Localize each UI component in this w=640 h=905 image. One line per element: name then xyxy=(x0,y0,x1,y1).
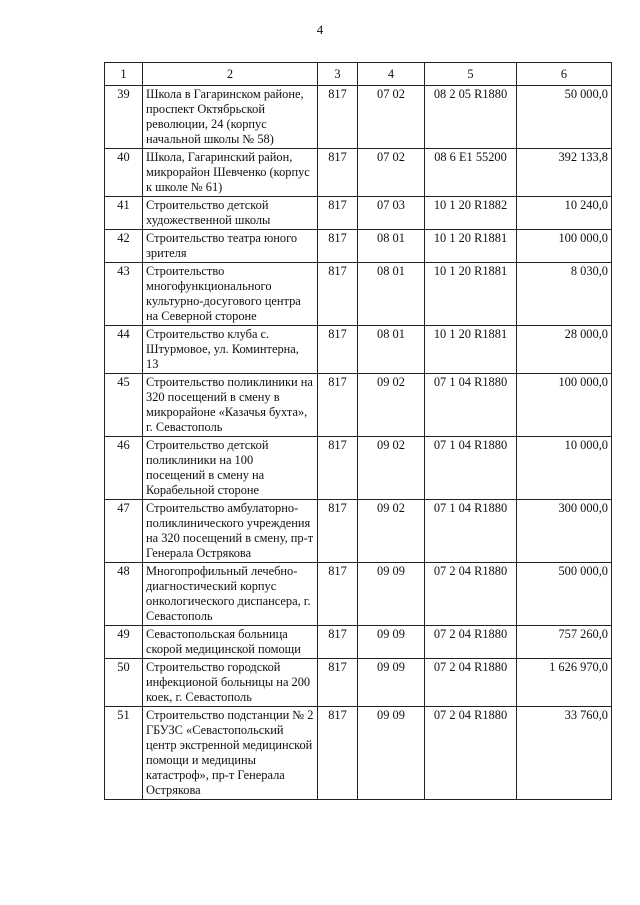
department-code: 817 xyxy=(318,500,358,563)
table-row xyxy=(105,374,612,437)
object-name: Школа, Гагаринский район, микрорайон Шевченко (корпус к школе № 61) xyxy=(143,149,318,197)
row-number: 49 xyxy=(105,626,143,659)
amount: 10 000,0 xyxy=(517,437,612,500)
page-number: 4 xyxy=(316,22,324,37)
row-number: 42 xyxy=(105,230,143,263)
row-number: 40 xyxy=(105,149,143,197)
column-header: 1 xyxy=(105,63,143,86)
table-row xyxy=(105,563,612,626)
target-article-code: 08 6 E1 55200 xyxy=(425,149,517,197)
object-name: Строительство детской поликлиники на 100 посещений в смену на Корабельной стороне xyxy=(143,437,318,500)
department-code: 817 xyxy=(318,86,358,149)
object-name: Строительство многофункционального культурно-досугового центра на Северной стороне xyxy=(143,263,318,326)
target-article-code: 07 2 04 R1880 xyxy=(425,563,517,626)
target-article-code: 08 2 05 R1880 xyxy=(425,86,517,149)
row-number: 47 xyxy=(105,500,143,563)
amount: 300 000,0 xyxy=(517,500,612,563)
row-number: 45 xyxy=(105,374,143,437)
column-header: 6 xyxy=(517,63,612,86)
amount: 10 240,0 xyxy=(517,197,612,230)
department-code: 817 xyxy=(318,374,358,437)
table-row xyxy=(105,149,612,197)
column-header: 5 xyxy=(425,63,517,86)
row-number: 46 xyxy=(105,437,143,500)
section-code: 09 02 xyxy=(358,437,425,500)
amount: 757 260,0 xyxy=(517,626,612,659)
table-row xyxy=(105,197,612,230)
section-code: 08 01 xyxy=(358,263,425,326)
target-article-code: 07 1 04 R1880 xyxy=(425,374,517,437)
column-header: 4 xyxy=(358,63,425,86)
object-name: Строительство подстанции № 2 ГБУЗС «Севастопольский центр экстренной медицинской помощи и медицины катастроф», пр-т Генерала Острякова xyxy=(143,707,318,800)
section-code: 07 02 xyxy=(358,86,425,149)
section-code: 09 02 xyxy=(358,500,425,563)
row-number: 39 xyxy=(105,86,143,149)
section-code: 09 09 xyxy=(358,626,425,659)
column-header: 2 xyxy=(143,63,318,86)
section-code: 08 01 xyxy=(358,326,425,374)
object-name: Строительство городской инфекционой больницы на 200 коек, г. Севастополь xyxy=(143,659,318,707)
target-article-code: 07 2 04 R1880 xyxy=(425,626,517,659)
table-row xyxy=(105,707,612,800)
table-row xyxy=(105,500,612,563)
table-row xyxy=(105,86,612,149)
table-row xyxy=(105,626,612,659)
department-code: 817 xyxy=(318,326,358,374)
section-code: 07 03 xyxy=(358,197,425,230)
row-number: 48 xyxy=(105,563,143,626)
object-name: Строительство клуба с. Штурмовое, ул. Коминтерна, 13 xyxy=(143,326,318,374)
row-number: 41 xyxy=(105,197,143,230)
department-code: 817 xyxy=(318,437,358,500)
amount: 500 000,0 xyxy=(517,563,612,626)
department-code: 817 xyxy=(318,659,358,707)
object-name: Многопрофильный лечебно-диагностический корпус онкологического диспансера, г. Севастополь xyxy=(143,563,318,626)
object-name: Строительство театра юного зрителя xyxy=(143,230,318,263)
target-article-code: 07 1 04 R1880 xyxy=(425,500,517,563)
section-code: 09 09 xyxy=(358,659,425,707)
target-article-code: 10 1 20 R1881 xyxy=(425,326,517,374)
amount: 8 030,0 xyxy=(517,263,612,326)
object-name: Севастопольская больница скорой медицинской помощи xyxy=(143,626,318,659)
department-code: 817 xyxy=(318,149,358,197)
target-article-code: 10 1 20 R1881 xyxy=(425,230,517,263)
section-code: 09 09 xyxy=(358,707,425,800)
amount: 100 000,0 xyxy=(517,230,612,263)
row-number: 43 xyxy=(105,263,143,326)
table-header-row xyxy=(105,63,612,86)
department-code: 817 xyxy=(318,263,358,326)
target-article-code: 10 1 20 R1882 xyxy=(425,197,517,230)
section-code: 08 01 xyxy=(358,230,425,263)
object-name: Строительство поликлиники на 320 посещений в смену в микрорайоне «Казачья бухта», г. Севастополь xyxy=(143,374,318,437)
table-row xyxy=(105,326,612,374)
amount: 33 760,0 xyxy=(517,707,612,800)
department-code: 817 xyxy=(318,197,358,230)
object-name: Строительство амбулаторно-поликлинического учреждения на 320 посещений в смену, пр-т Генерала Острякова xyxy=(143,500,318,563)
row-number: 50 xyxy=(105,659,143,707)
table-body xyxy=(105,86,612,800)
row-number: 51 xyxy=(105,707,143,800)
amount: 392 133,8 xyxy=(517,149,612,197)
object-name: Строительство детской художественной школы xyxy=(143,197,318,230)
section-code: 07 02 xyxy=(358,149,425,197)
department-code: 817 xyxy=(318,230,358,263)
table-row xyxy=(105,437,612,500)
amount: 28 000,0 xyxy=(517,326,612,374)
department-code: 817 xyxy=(318,563,358,626)
department-code: 817 xyxy=(318,707,358,800)
column-header: 3 xyxy=(318,63,358,86)
section-code: 09 09 xyxy=(358,563,425,626)
amount: 1 626 970,0 xyxy=(517,659,612,707)
table-row xyxy=(105,263,612,326)
section-code: 09 02 xyxy=(358,374,425,437)
table-row xyxy=(105,659,612,707)
budget-table xyxy=(104,62,612,800)
row-number: 44 xyxy=(105,326,143,374)
object-name: Школа в Гагаринском районе, проспект Октябрьской революции, 24 (корпус начальной школы № 58) xyxy=(143,86,318,149)
target-article-code: 10 1 20 R1881 xyxy=(425,263,517,326)
target-article-code: 07 2 04 R1880 xyxy=(425,707,517,800)
target-article-code: 07 2 04 R1880 xyxy=(425,659,517,707)
department-code: 817 xyxy=(318,626,358,659)
target-article-code: 07 1 04 R1880 xyxy=(425,437,517,500)
table-row xyxy=(105,230,612,263)
amount: 100 000,0 xyxy=(517,374,612,437)
amount: 50 000,0 xyxy=(517,86,612,149)
